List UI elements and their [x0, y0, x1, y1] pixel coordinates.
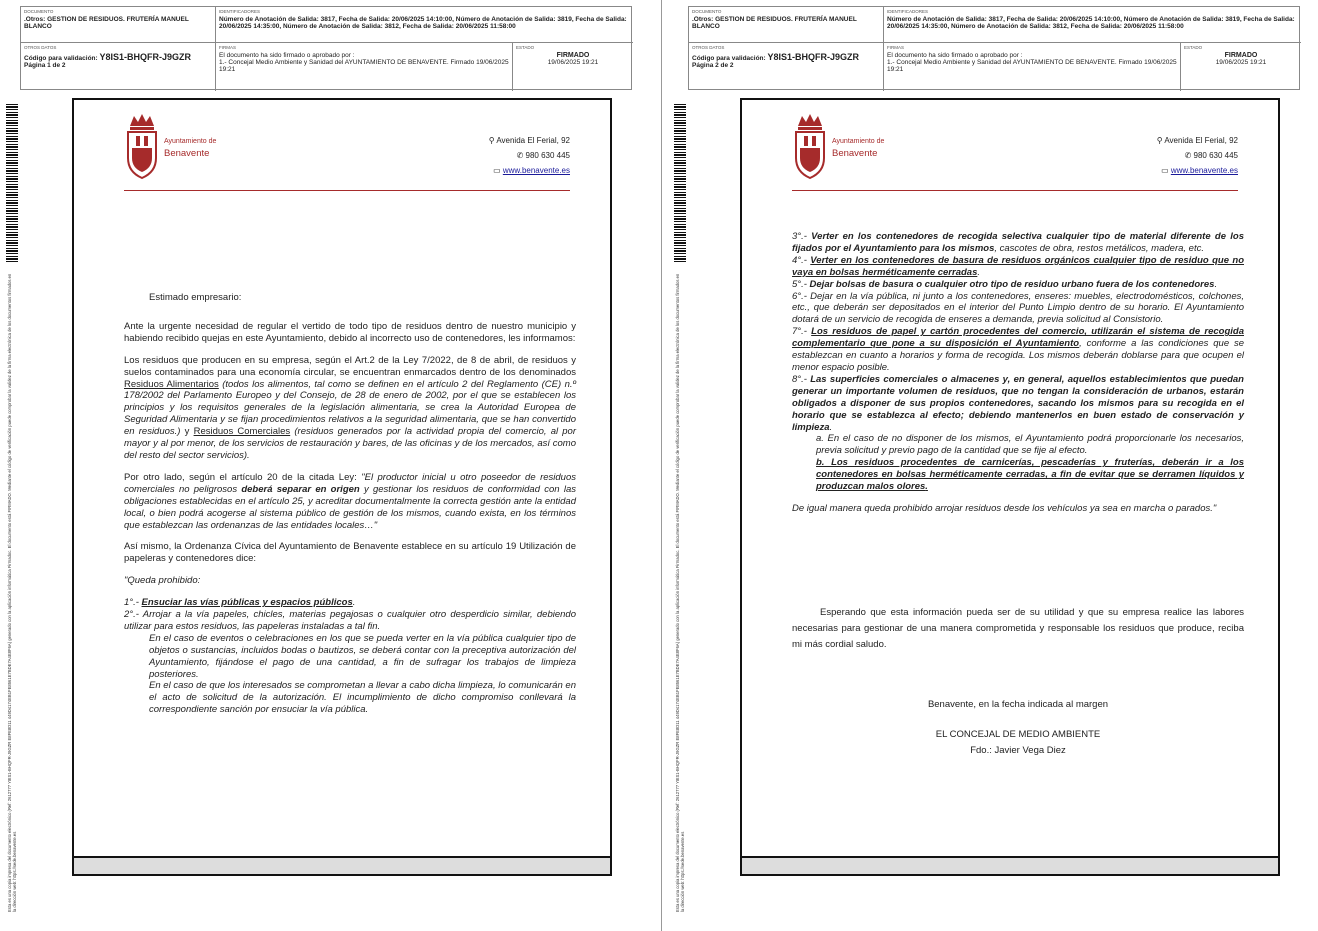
list-item: 4°.- Verter en los contenedores de basura de residuos orgánicos cualquier tipo de residuo que no vaya en bolsas herméticamente cerradas. [792, 254, 1244, 278]
list-subitem: En el caso de que los interesados se comprometan a llevar a cabo dicha limpieza, lo comunicarán en el acto de solicitud de la autorización. El incumplimiento de dicho compromiso conllevará la correspondiente sanción por ensuciar la vía pública. [149, 680, 576, 716]
coat-of-arms-icon [124, 112, 160, 180]
letter-body [792, 231, 1244, 525]
letter-body [124, 292, 576, 716]
documento-value: .Otros: GESTION DE RESIDUOS. FRUTERÍA MANUEL BLANCO [24, 16, 189, 30]
validation-code[interactable]: Y8IS1-BHQFR-J9GZR [99, 52, 192, 62]
place-date: Benavente, en la fecha indicada al margen [927, 699, 1109, 710]
firmas-cell: FIRMAS El documento ha sido firmado o aprobado por : 1.- Concejal Medio Ambiente y Sanidad del AYUNTAMIENTO DE BENAVENTE. Firmado 19/06/2025 19:21 [216, 43, 513, 91]
estado-cell: ESTADO FIRMADO 19/06/2025 19:21 [516, 45, 599, 66]
page-divider [661, 0, 662, 931]
website-link[interactable]: www.benavente.es [1170, 166, 1238, 175]
firmas-value: 1.- Concejal Medio Ambiente y Sanidad del AYUNTAMIENTO DE BENAVENTE. Firmado 19/06/2025 19:21 [887, 59, 1177, 73]
paragraph: Así mismo, la Ordenanza Cívica del Ayuntamiento de Benavente establece en su artículo 19 Utilización de papeleras y contenedores dice: [124, 541, 576, 565]
identificadores-cell: IDENTIFICADORES Número de Anotación de Salida: 3817, Fecha de Salida: 20/06/2025 14:10:00, Número de Anotación de Salida: 3819, Fecha de Salida: 20/06/2025 14:35:00, Número de Anotación de Salida: 3812, Fecha de Salida: 20/06/2025 11:58:00 [216, 7, 633, 43]
barcode [674, 102, 686, 262]
list-subitem: b. Los residuos procedentes de carnicerías, pescaderías y fruterías, deberán ir a los contenedores en bolsas herméticamente cerradas, a fin de evitar que se derramen líquidos y produzcan malos olores. [816, 457, 1244, 493]
list-item: 3°.- Verter en los contenedores de recogida selectiva cualquier tipo de material diferente de los fijados por el Ayuntamiento para los mismos, cascotes de obra, restos metálicos, madera, etc. [792, 231, 1244, 254]
documento-cell: DOCUMENTO .Otros: GESTION DE RESIDUOS. FRUTERÍA MANUEL BLANCO [21, 7, 216, 43]
estado-value: FIRMADO [1224, 52, 1258, 59]
greeting: Estimado empresario: [149, 292, 242, 303]
validation-code[interactable]: Y8IS1-BHQFR-J9GZR [767, 52, 860, 62]
farewell-block [792, 605, 1244, 759]
firmas-cell: FIRMAS El documento ha sido firmado o aprobado por : 1.- Concejal Medio Ambiente y Sanidad del AYUNTAMIENTO DE BENAVENTE. Firmado 19/06/2025 19:21 [884, 43, 1181, 91]
address: ⚲ Avenida El Ferial, 92 [1156, 136, 1238, 145]
identificadores-value: Número de Anotación de Salida: 3817, Fecha de Salida: 20/06/2025 14:10:00, Número de Anotación de Salida: 3819, Fecha de Salida: 20/06/2025 14:35:00, Número de Anotación de Salida: 3812, Fecha de Salida: 20/06/2025 11:58:00 [887, 16, 1295, 30]
phone-icon: ✆ [516, 151, 526, 160]
signature-header [688, 6, 1300, 90]
list-item: 1°.- Ensuciar las vías públicas y espacios públicos. [124, 597, 356, 609]
address: ⚲ Avenida El Ferial, 92 [488, 136, 570, 145]
firmas-value: 1.- Concejal Medio Ambiente y Sanidad del AYUNTAMIENTO DE BENAVENTE. Firmado 19/06/2025 19:21 [219, 59, 509, 73]
web-icon: ▭ [493, 166, 503, 175]
header-rule [124, 190, 570, 191]
letter-page [72, 98, 612, 876]
list-subitem: En el caso de eventos o celebraciones en los que se pueda verter en la vía pública cualquier tipo de objetos o sustancias, incluidos bodas o bautizos, se deberá contar con la preceptiva autorización del Ayuntamiento, fijándose el pago de una cantidad, a fin de sufragar los trabajos de limpieza posteriores. [149, 632, 576, 680]
paragraph: Por otro lado, según el artículo 20 de la citada Ley: "El productor inicial u otro poseedor de residuos comerciales no peligrosos deberá separar en origen y gestionar los residuos de conformidad con las obligaciones establecidas en el artículo 25, y acreditar documentalmente la correcta gestión ante la entidad local, o bien podrá acogerse al sistema público de gestión de los mismos, cuando exista, en los términos que establezcan las ordenanzas de las entidades locales…" [124, 471, 576, 531]
web-icon: ▭ [1161, 166, 1171, 175]
estado-value: FIRMADO [556, 52, 590, 59]
website [489, 163, 570, 178]
paragraph: Los residuos que producen en su empresa, según el Art.2 de la Ley 7/2022, de 8 de abril, de residuos y suelos contaminados para una economía circular, se encuentran enmarcados dentro de los denominados Residuos Alimentarios (todos los alimentos, tal como se definen en el artículo 2 del Reglamento (CE) n.º 178/2002 del Parlamento Europeo y del Consejo, de 28 de enero de 2002, por el que se establecen los principios y los requisitos generales de la legislación alimentaria, se crea la Autoridad Europea de Seguridad Alimentaria y se fijan procedimientos relativos a la seguridad alimentaria, que se han convertido en residuos.) y Residuos Comerciales (residuos generados por la actividad propia del comercio, al por mayor y al por menor, de los servicios de restauración y bares, de las oficinas y de los mercados, así como del resto del sector servicios). [124, 354, 577, 461]
list-item: 6°.- Dejar en la vía pública, ni junto a los contenedores, enseres: muebles, electrodomésticos, colchones, etc., que deberán ser depositados en el interior del Punto Limpio dentro de su horario. El Ayuntamiento dotará de un servicio de recogida de enseres a demanda, previa solicitud al Consistorio. [792, 290, 1244, 326]
documento-cell: DOCUMENTO .Otros: GESTION DE RESIDUOS. FRUTERÍA MANUEL BLANCO [689, 7, 884, 43]
page-2 [675, 0, 1300, 931]
page-1 [7, 0, 632, 931]
phone: ✆ 980 630 445 [516, 151, 570, 160]
paragraph: Ante la urgente necesidad de regular el vertido de todo tipo de residuos dentro de nuestro municipio y habiendo recibido quejas en este Ayuntamiento, debido al incorrecto uso de contenedores, les informamos: [124, 320, 576, 344]
verification-sidebar [6, 102, 20, 912]
documento-value: .Otros: GESTION DE RESIDUOS. FRUTERÍA MANUEL BLANCO [692, 16, 857, 30]
otros-datos-cell: OTROS DATOS Código para validación: Y8IS1-BHQFR-J9GZR Página 2 de 2 [689, 43, 884, 91]
closing-quote: De igual manera queda prohibido arrojar residuos desde los vehículos ya sea en marcha o parados." [792, 502, 1217, 514]
letter-page [740, 98, 1280, 876]
phone-icon: ✆ [1184, 151, 1194, 160]
verification-text: Esta es una copia impresa del documento electrónico (Ref: 2612777 Y8IS1-BHQFR-J9GZR E8FE8D11 449D4174EB1FE8561E7BDE7A4E8F6A) generado con la aplicación informática Firmadoc. El documento está FIRMADO. Mediante el código de verificación puede comprobar la validez de la firma electrónica de los documentos firmados en la dirección web: https://sede.benavente.es [7, 273, 17, 912]
verification-sidebar [674, 102, 688, 912]
list-item: 5°.- Dejar bolsas de basura o cualquier otro tipo de residuo urbano fuera de los contenedores. [792, 278, 1218, 290]
ayuntamiento-logo: Ayuntamiento de Benavente [792, 112, 942, 182]
page-number: Página 2 de 2 [692, 62, 734, 69]
signer-name: Fdo.: Javier Vega Diez [970, 745, 1066, 756]
signature-header [20, 6, 632, 90]
list-item: 2°.- Arrojar a la vía papeles, chicles, materias pegajosas o cualquier otro desperdicio similar, debiendo utilizar para estos residuos, las papeleras instaladas a tal fin. [124, 609, 576, 632]
ayuntamiento-logo: Ayuntamiento de Benavente [124, 112, 274, 182]
phone: ✆ 980 630 445 [1184, 151, 1238, 160]
website-link[interactable]: www.benavente.es [502, 166, 570, 175]
page-number: Página 1 de 2 [24, 62, 66, 69]
signer-title: EL CONCEJAL DE MEDIO AMBIENTE [935, 729, 1101, 740]
identificadores-value: Número de Anotación de Salida: 3817, Fecha de Salida: 20/06/2025 14:10:00, Número de Anotación de Salida: 3819, Fecha de Salida: 20/06/2025 14:35:00, Número de Anotación de Salida: 3812, Fecha de Salida: 20/06/2025 11:58:00 [219, 16, 627, 30]
quote-start: "Queda prohibido: [124, 575, 201, 587]
verification-text: Esta es una copia impresa del documento electrónico (Ref: 2612777 Y8IS1-BHQFR-J9GZR E8FE8D11 449D4174EB1FE8561E7BDE7A4E8F6A) generado con la aplicación informática Firmadoc. El documento está FIRMADO. Mediante el código de verificación puede comprobar la validez de la firma electrónica de los documentos firmados en la dirección web: https://sede.benavente.es [675, 273, 685, 912]
otros-datos-cell: OTROS DATOS Código para validación: Y8IS1-BHQFR-J9GZR Página 1 de 2 [21, 43, 216, 91]
page-footer-bar [742, 856, 1278, 874]
identificadores-cell: IDENTIFICADORES Número de Anotación de Salida: 3817, Fecha de Salida: 20/06/2025 14:10:00, Número de Anotación de Salida: 3819, Fecha de Salida: 20/06/2025 14:35:00, Número de Anotación de Salida: 3812, Fecha de Salida: 20/06/2025 11:58:00 [884, 7, 1301, 43]
list-subitem: a. En el caso de no disponer de los mismos, el Ayuntamiento podrá proporcionarle los necesarios, previa solicitud y previo pago de la cantidad que se fije al efecto. [816, 433, 1244, 457]
location-pin-icon: ⚲ [488, 136, 497, 145]
page-footer-bar [74, 856, 610, 874]
list-item: 7°.- Los residuos de papel y cartón procedentes del comercio, utilizarán el sistema de recogida complementario que pone a su disposición el Ayuntamiento, conforme a las condiciones que se establezcan en cuanto a horarios y forma de recogida. Los mismos deberán doblarse para que ocupen el menor espacio posible. [792, 326, 1245, 373]
coat-of-arms-icon [792, 112, 828, 180]
header-rule [792, 190, 1238, 191]
estado-cell: ESTADO FIRMADO 19/06/2025 19:21 [1184, 45, 1267, 66]
contact-block [489, 133, 570, 178]
farewell: Esperando que esta información pueda ser de su utilidad y que su empresa realice las labores necesarias para gestionar de una manera comprometida y responsable los residuos que produce, reciba mi más cordial saludo. [792, 607, 1244, 650]
location-pin-icon: ⚲ [1156, 136, 1165, 145]
barcode [6, 102, 18, 262]
website [1157, 163, 1238, 178]
list-item: 8°.- Las superficies comerciales o almacenes y, en general, aquellos establecimientos que puedan generar un importante volumen de residuos, que no tengan la consideración de urbanos, estarán obligados a disponer de sus propios contenedores, sacando los mismos para su recogida en el horario que se establezca al efecto; debiendo mantenerlos en buen estado de conservación y limpieza. [792, 373, 1244, 433]
contact-block [1157, 133, 1238, 178]
